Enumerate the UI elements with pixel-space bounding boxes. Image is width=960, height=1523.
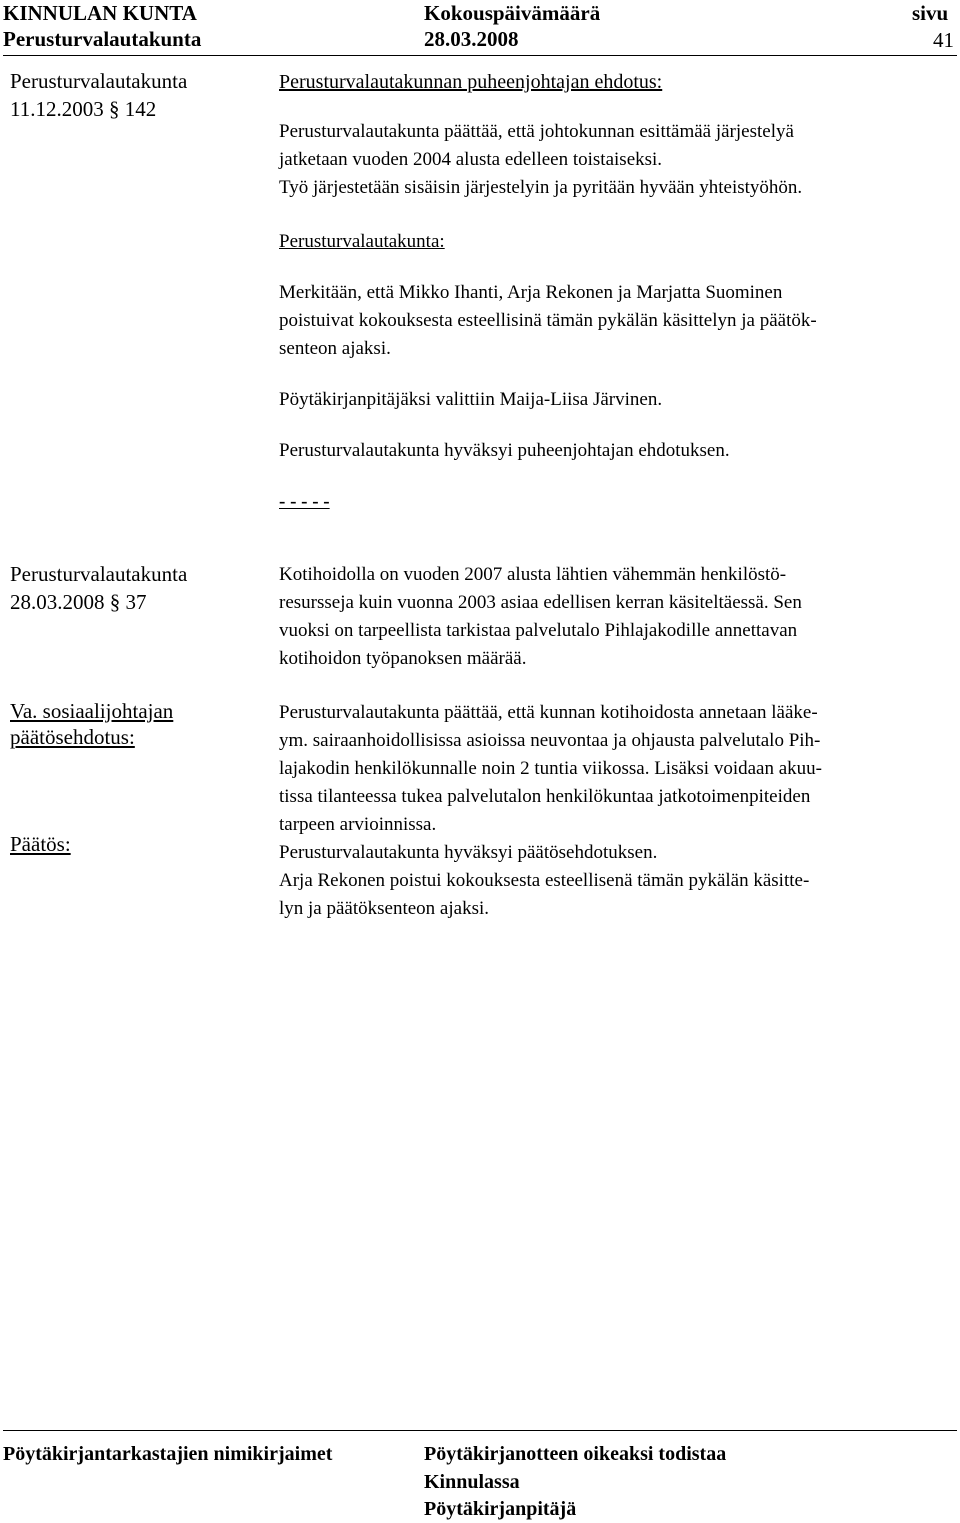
meeting-date: 28.03.2008 bbox=[424, 27, 519, 51]
organization-name: KINNULAN KUNTA bbox=[3, 1, 197, 25]
proposal-line: Työ järjestetään sisäisin järjestelyin ja pyritään hyvään yhteistyöhön. bbox=[279, 177, 803, 198]
section2-body bbox=[279, 561, 959, 923]
page-label: sivu bbox=[912, 1, 949, 25]
footer-rule bbox=[3, 1430, 957, 1431]
section1-date-paragraph: 11.12.2003 § 142 bbox=[10, 97, 157, 121]
proposal-text-line: ym. sairaanhoidollisissa asioissa neuvontaa ja ohjausta palvelutalo Pih- bbox=[279, 730, 821, 751]
footer-place: Kinnulassa bbox=[424, 1471, 520, 1493]
decision-line: lyn ja päätöksenteon ajaksi. bbox=[279, 898, 489, 919]
header-rule bbox=[3, 55, 957, 56]
proposal-label: Va. sosiaalijohtajan bbox=[10, 699, 174, 723]
proposal-line: Perusturvalautakunta päättää, että johtokunnan esittämää järjestelyä bbox=[279, 121, 794, 142]
secretary-line: Pöytäkirjanpitäjäksi valittiin Maija-Liisa Järvinen. bbox=[279, 389, 663, 410]
note-line: Merkitään, että Mikko Ihanti, Arja Rekonen ja Marjatta Suominen bbox=[279, 282, 783, 303]
proposal-label-continued: päätösehdotus: bbox=[10, 725, 135, 749]
section2-board-label: Perusturvalautakunta bbox=[10, 562, 188, 586]
note-line: poistuivat kokouksesta esteellisinä tämän pykälän käsittelyn ja päätök- bbox=[279, 310, 817, 331]
footer-secretary: Pöytäkirjanpitäjä bbox=[424, 1498, 577, 1520]
proposal-text-line: tissa tilanteessa tukea palvelutalon henkilökuntaa jatkotoimenpiteiden bbox=[279, 786, 811, 807]
section-separator: - - - - - bbox=[279, 491, 330, 512]
page-number: 41 bbox=[933, 28, 954, 52]
meeting-date-label: Kokouspäivämäärä bbox=[424, 1, 601, 25]
decision-label: Päätös: bbox=[10, 832, 71, 856]
proposal-text-line: tarpeen arvioinnissa. bbox=[279, 814, 437, 835]
proposal-text-line: Perusturvalautakunta päättää, että kunnan kotihoidosta annetaan lääke- bbox=[279, 702, 818, 723]
chair-proposal-heading: Perusturvalautakunnan puheenjohtajan ehdotus: bbox=[279, 71, 663, 93]
proposal-text-line: lajakodin henkilökunnalle noin 2 tuntia viikossa. Lisäksi voidaan akuu- bbox=[279, 758, 822, 779]
section1-board-label: Perusturvalautakunta bbox=[10, 69, 188, 93]
section1-body bbox=[279, 68, 959, 516]
footer-certification: Pöytäkirjanotteen oikeaksi todistaa bbox=[424, 1443, 727, 1465]
intro-line: kotihoidon työpanoksen määrää. bbox=[279, 648, 527, 669]
decision-line: Arja Rekonen poistui kokouksesta esteellisenä tämän pykälän käsitte- bbox=[279, 870, 810, 891]
decision-line: Perusturvalautakunta hyväksyi päätösehdotuksen. bbox=[279, 842, 658, 863]
section2-date-paragraph: 28.03.2008 § 37 bbox=[10, 590, 147, 614]
footer-reviewers-initials: Pöytäkirjantarkastajien nimikirjaimet bbox=[3, 1443, 333, 1465]
intro-line: vuoksi on tarpeellista tarkistaa palvelutalo Pihlajakodille annettavan bbox=[279, 620, 798, 641]
note-line: senteon ajaksi. bbox=[279, 338, 391, 359]
approval-line: Perusturvalautakunta hyväksyi puheenjohtajan ehdotuksen. bbox=[279, 440, 730, 461]
board-name: Perusturvalautakunta bbox=[3, 27, 202, 51]
intro-line: Kotihoidolla on vuoden 2007 alusta lähtien vähemmän henkilöstö- bbox=[279, 564, 787, 585]
board-heading: Perusturvalautakunta: bbox=[279, 231, 445, 252]
proposal-line: jatketaan vuoden 2004 alusta edelleen toistaiseksi. bbox=[279, 149, 663, 170]
intro-line: resursseja kuin vuonna 2003 asiaa edellisen kerran käsiteltäessä. Sen bbox=[279, 592, 802, 613]
